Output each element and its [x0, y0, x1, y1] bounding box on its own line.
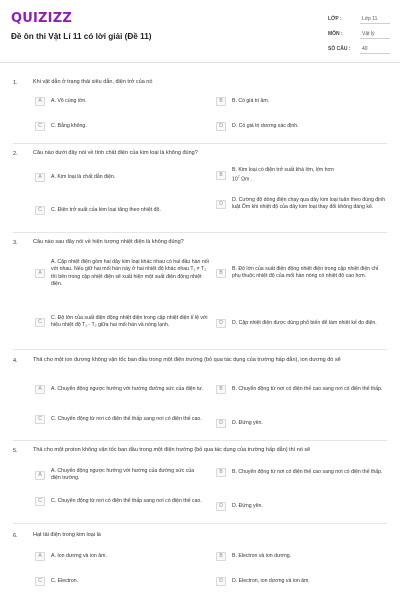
answer-option[interactable] — [216, 468, 386, 477]
answer-option[interactable] — [216, 167, 386, 184]
option-text: B. Electron và ion dương. — [232, 552, 292, 559]
answer-option[interactable] — [35, 468, 205, 483]
answer-option[interactable] — [216, 385, 386, 394]
answer-option[interactable] — [216, 419, 386, 428]
option-letter-box: B — [216, 97, 226, 106]
option-text: C. Bằng không. — [51, 122, 87, 129]
answer-option[interactable] — [35, 259, 210, 288]
meta-value: Lớp 11 — [360, 13, 390, 24]
answer-option[interactable] — [35, 385, 205, 394]
option-text: B. Chuyển động từ nơi có điện thế cao sang nơi có điện thế thấp. — [232, 468, 383, 475]
option-text: D. Đứng yên. — [232, 502, 263, 509]
answer-option[interactable] — [35, 97, 205, 106]
question-number: 3. — [13, 240, 18, 246]
question-text: Câu nào sau đây nói về hiện tượng nhiệt điện là không đúng? — [33, 239, 184, 245]
option-text: D. Cường độ dòng điện chạy qua dây kim loại tuân theo đúng định luật Ôm khi nhiệt độ của dây kim loại thay đổi không đáng kể. — [232, 197, 386, 211]
option-text: C. Chuyển động từ nơi có điện thế thấp sang nơi có điện thế cao. — [51, 497, 202, 504]
option-letter-box: B — [216, 385, 226, 394]
option-text-base: 10 — [232, 177, 238, 184]
option-text: B. Độ lớn của suất điện động nhiệt điện trong cặp nhiệt điện chỉ phụ thuộc nhiệt độ của mối hàn nóng có nhiệt độ cao hơn. — [232, 266, 379, 280]
question-divider — [13, 523, 387, 524]
answer-option[interactable] — [216, 577, 386, 586]
meta-label: SỐ CÂU : — [328, 46, 351, 52]
question-divider — [13, 440, 387, 441]
question-divider — [13, 143, 387, 144]
answer-option[interactable] — [216, 122, 386, 131]
page-header — [0, 0, 400, 64]
meta-label: MÔN : — [328, 31, 343, 37]
option-text-superscript: 7 — [237, 175, 240, 180]
option-text: B. Có giá trị âm. — [232, 97, 270, 104]
header-divider — [0, 62, 400, 63]
option-text — [232, 167, 334, 184]
option-letter-box: D — [216, 502, 226, 511]
option-text: C. Electron. — [51, 577, 79, 584]
answer-option[interactable] — [216, 97, 386, 106]
option-text: D. Có giá trị dương xác định. — [232, 122, 299, 129]
answer-option[interactable] — [35, 173, 205, 182]
answer-option[interactable] — [35, 577, 205, 586]
answer-option[interactable] — [216, 266, 386, 281]
option-letter-box: D — [216, 419, 226, 428]
answer-option[interactable] — [35, 552, 205, 561]
answer-option[interactable] — [216, 552, 386, 561]
answer-option[interactable] — [35, 206, 205, 215]
answer-option[interactable] — [35, 122, 205, 131]
meta-row-subject — [326, 27, 392, 39]
meta-value: Vật lý — [360, 28, 390, 39]
option-letter-box: C — [35, 206, 45, 215]
meta-value: 40 — [360, 43, 390, 54]
answer-option[interactable] — [216, 319, 386, 328]
meta-row-class — [326, 12, 392, 24]
option-letter-box: C — [35, 415, 45, 424]
option-text: D. Electron, ion dương và ion âm. — [232, 577, 310, 584]
option-text: C. Điện trở suất của kim loại tăng theo nhiệt độ. — [51, 206, 161, 213]
option-text: A. Ion dương và ion âm. — [51, 552, 107, 559]
option-text: B. Chuyển động từ nơi có điện thế cao sang nơi có điện thế thấp. — [232, 385, 383, 392]
option-text-unit: Ωm . — [239, 177, 253, 184]
option-letter-box: B — [216, 269, 226, 278]
question-divider — [13, 232, 387, 233]
option-letter-box: C — [35, 318, 45, 327]
question-number: 1. — [13, 80, 18, 86]
option-text: D. Đứng yên. — [232, 419, 263, 426]
answer-option[interactable] — [216, 502, 386, 511]
question-number: 5. — [13, 448, 18, 454]
option-letter-box: D — [216, 319, 226, 328]
option-text: D. Cặp nhiệt điện được dùng phổ biến để làm nhiệt kế đo điện. — [232, 319, 377, 326]
question-text: Khi vật dẫn ở trạng thái siêu dẫn, điện trở của nó — [33, 79, 153, 85]
option-letter-box: B — [216, 468, 226, 477]
question-number: 2. — [13, 151, 18, 157]
option-text-part: B. Kim loại có điện trở suất khá lớn, lớn hơn — [232, 167, 334, 173]
option-text: A. Chuyển động ngược hướng với hướng của đường sức của điện trường. — [51, 468, 195, 482]
option-letter-box: D — [216, 122, 226, 131]
option-letter-box: B — [216, 171, 226, 180]
option-letter-box: A — [35, 471, 45, 480]
question-number: 6. — [13, 533, 18, 539]
question-number: 4. — [13, 358, 18, 364]
question-text: Câu nào dưới đây nói về tính chất điện của kim loại là không đúng? — [33, 150, 198, 156]
answer-option[interactable] — [35, 497, 205, 506]
option-letter-box: A — [35, 269, 45, 278]
answer-option[interactable] — [35, 415, 205, 424]
option-letter-box: C — [35, 577, 45, 586]
option-text: A. Vô cùng lớn. — [51, 97, 87, 104]
answer-option[interactable] — [216, 197, 386, 212]
option-letter-box: A — [35, 173, 45, 182]
option-text: C. Độ lớn của suất điện động nhiệt điện trong cặp nhiệt điện tỉ lệ với hiệu nhiệt độ T₁ - T₂ giữa hai mối hàn và nóng lạnh. — [51, 315, 208, 329]
option-text: C. Chuyển động từ nơi có điện thế thấp sang nơi có điện thế cao. — [51, 415, 202, 422]
option-letter-box: D — [216, 200, 226, 209]
option-letter-box: D — [216, 577, 226, 586]
option-letter-box: A — [35, 385, 45, 394]
option-letter-box: C — [35, 122, 45, 131]
option-letter-box: B — [216, 552, 226, 561]
question-text: Thả cho một ion dương không vận tốc ban đầu trong một điện trường (bỏ qua tác dụng của trường hấp dẫn), ion dương đó sẽ — [33, 357, 341, 363]
option-text: A. Cặp nhiệt điện gồm hai dây kim loại khác nhau có hai đầu hàn nối với nhau. Nếu giữ hai mối hàn này ở hai nhiệt độ khác nhau T₁ ≠ T₂ thì bên trong cặp nhiệt điện sẽ xuất hiện một suất điện động nhiệt điện. — [51, 259, 209, 287]
question-text: Thả cho một proton không vận tốc ban đầu trong một điện trường (bỏ qua tác dụng của trường hấp dẫn) thì nó sẽ — [33, 447, 311, 453]
option-letter-box: A — [35, 97, 45, 106]
quizizz-logo: QUIZIZZ — [11, 11, 72, 26]
question-text: Hạt tải điện trong kim loại là — [33, 532, 101, 538]
option-letter-box: C — [35, 497, 45, 506]
option-letter-box: A — [35, 552, 45, 561]
answer-option[interactable] — [35, 315, 210, 330]
meta-label: LỚP : — [328, 16, 342, 22]
document-title: Đề ôn thi Vật Lí 11 có lời giải (Đề 11) — [11, 32, 152, 41]
option-text: A. Chuyển động ngược hướng với hướng đường sức của điện tư. — [51, 385, 204, 392]
option-text: A. Kim loại là chất dẫn điện. — [51, 173, 116, 180]
meta-row-count — [326, 42, 392, 54]
question-divider — [13, 349, 387, 350]
